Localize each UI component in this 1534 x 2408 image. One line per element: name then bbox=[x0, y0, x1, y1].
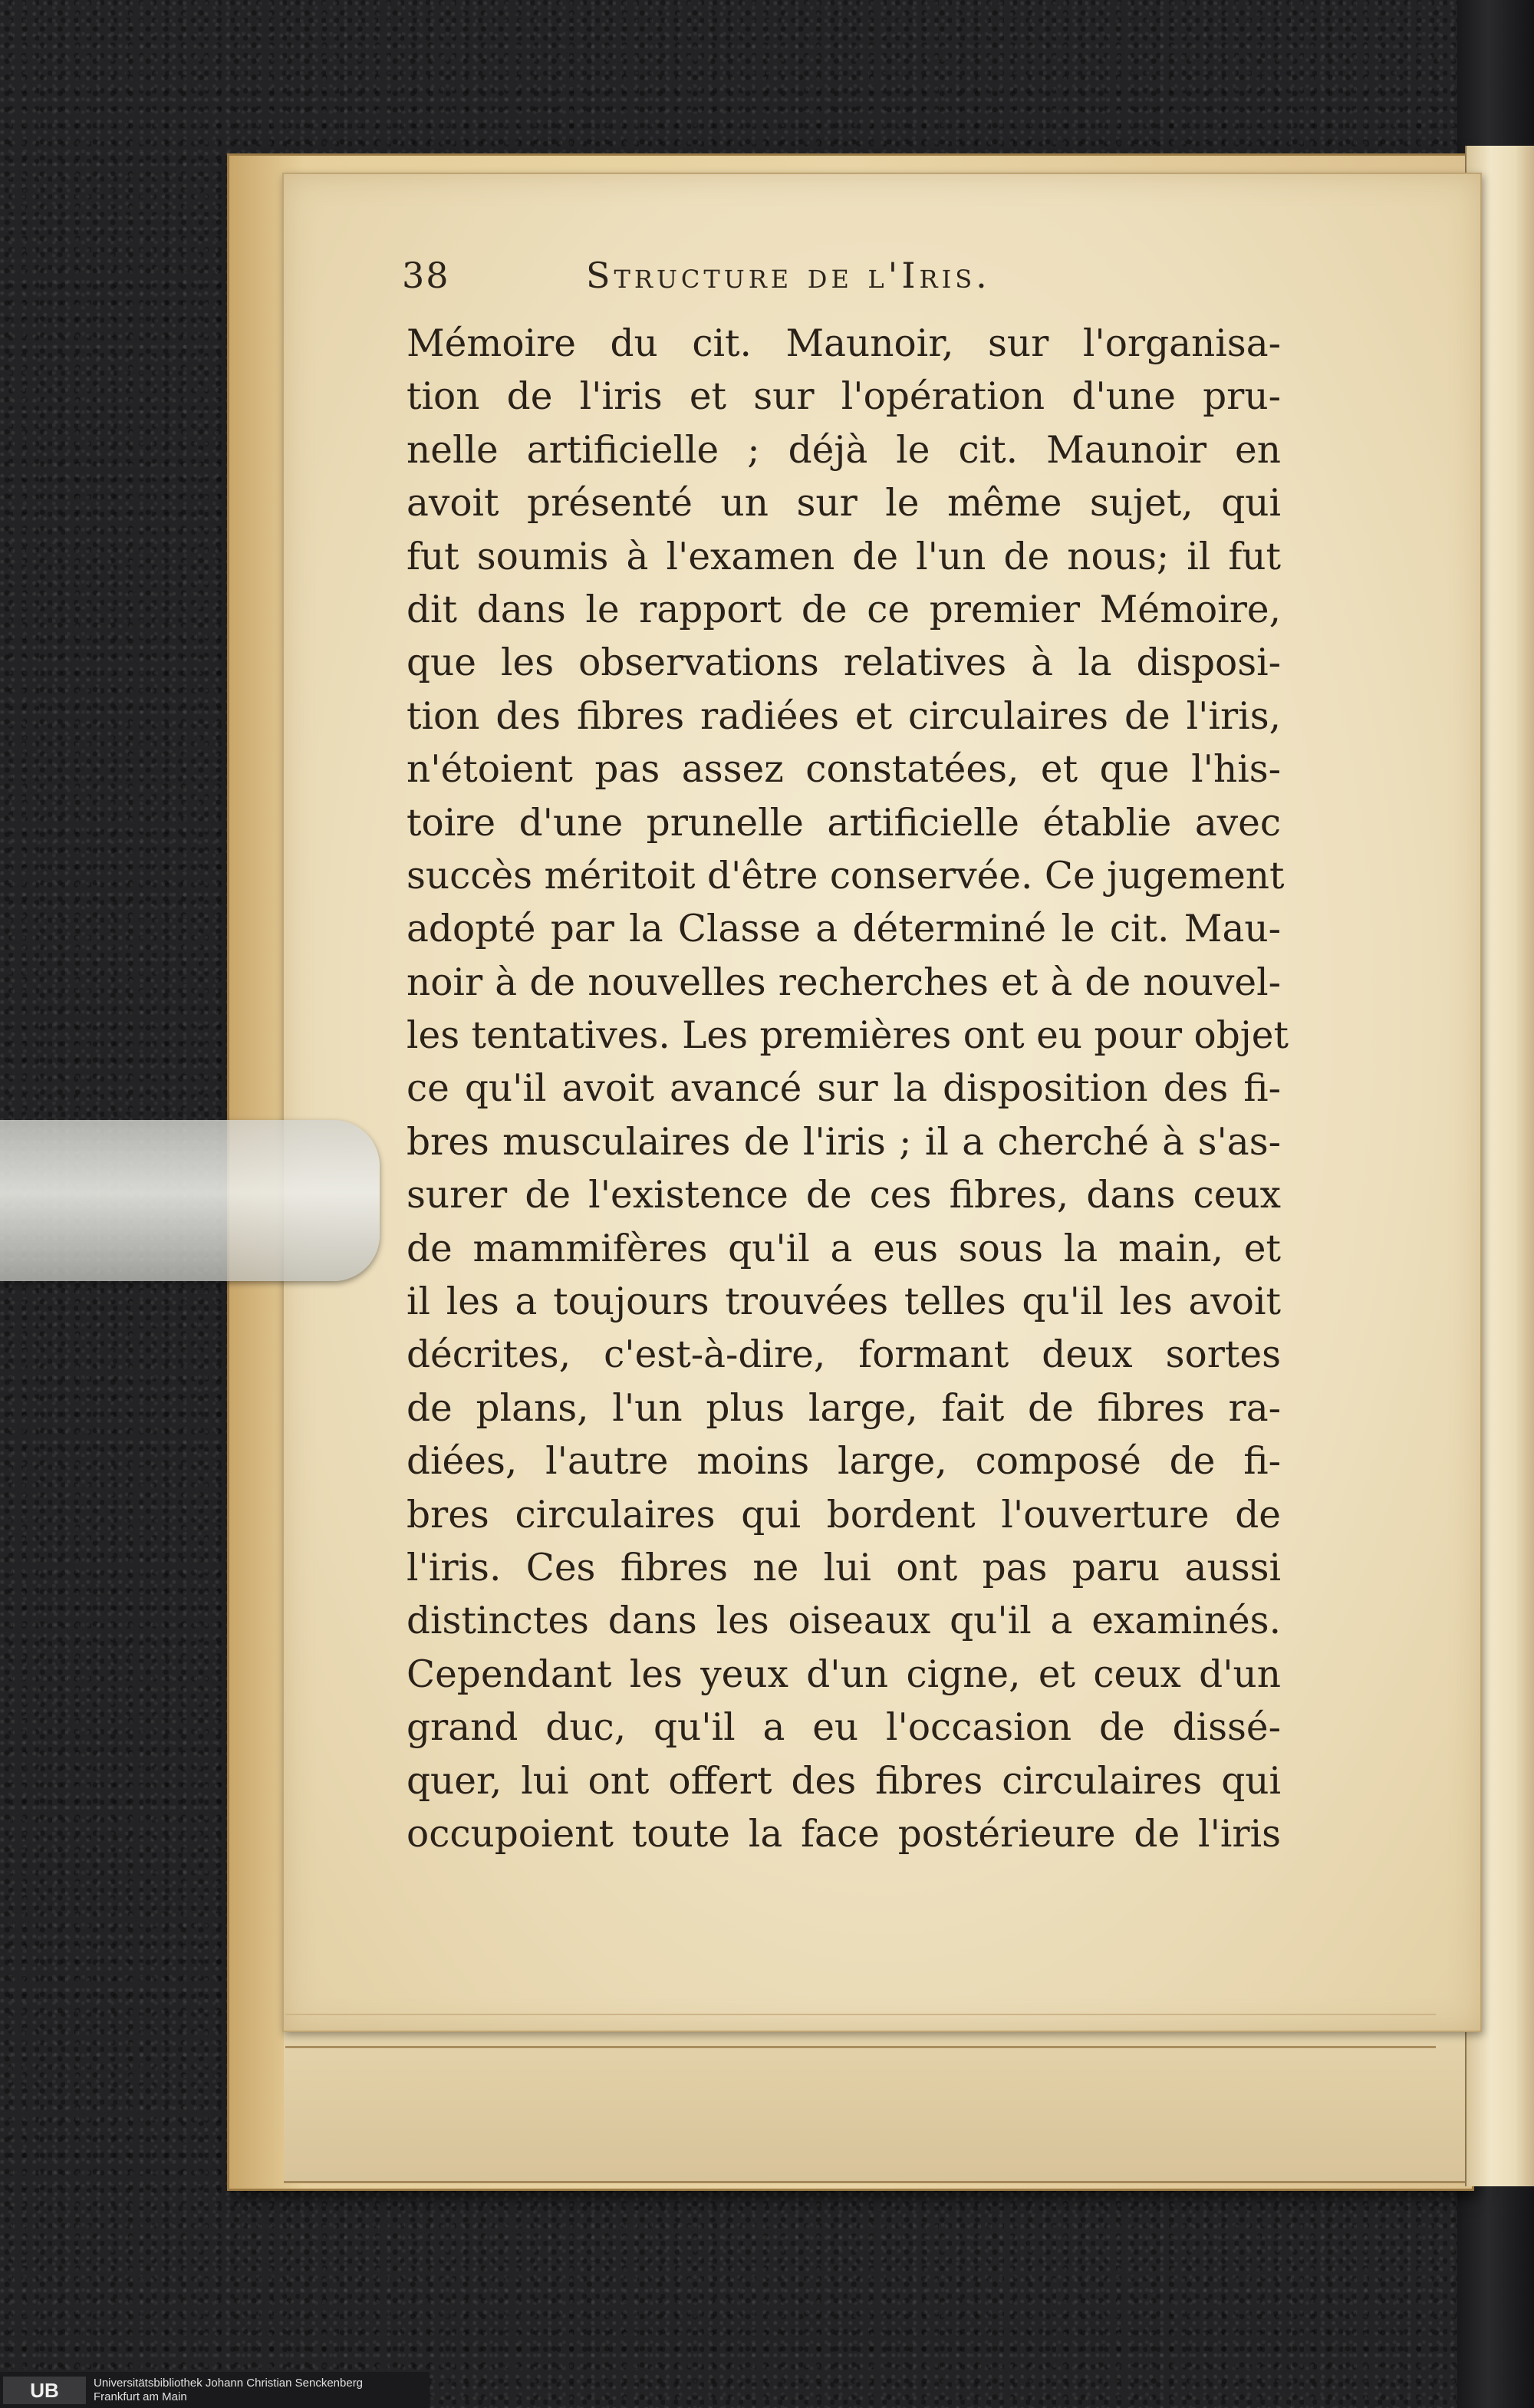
running-head bbox=[402, 255, 1276, 301]
text-line: dit dans le rapport de ce premier Mémoire, bbox=[407, 588, 1281, 631]
text-line: de plans, l'un plus large, fait de fibres ra- bbox=[407, 1386, 1281, 1430]
book-cover-lower-edge bbox=[284, 2025, 1465, 2183]
text-line: l'iris. Ces fibres ne lui ont pas paru aussi bbox=[407, 1546, 1281, 1589]
text-line: ce qu'il avoit avancé sur la disposition des fi- bbox=[407, 1067, 1281, 1111]
text-line: occupoient toute la face postérieure de l'iris bbox=[407, 1812, 1281, 1856]
text-line: que les observations relatives à la disposi- bbox=[407, 641, 1281, 685]
text-line: quer, lui ont offert des fibres circulaires qui bbox=[407, 1759, 1281, 1803]
library-logo: UB bbox=[3, 2377, 86, 2404]
text-line: bres musculaires de l'iris ; il a cherché à s'as- bbox=[407, 1120, 1281, 1164]
library-name: Universitätsbibliothek Johann Christian Senckenberg bbox=[94, 2377, 364, 2390]
bookmark-strip bbox=[0, 1120, 380, 1281]
text-line: surer de l'existence de ces fibres, dans ceux bbox=[407, 1174, 1281, 1217]
page-number: 38 bbox=[402, 255, 450, 296]
text-line: nelle artificielle ; déjà le cit. Maunoir en bbox=[407, 428, 1281, 472]
text-line: n'étoient pas assez constatées, et que l'his- bbox=[407, 748, 1281, 792]
text-line: de mammifères qu'il a eus sous la main, et bbox=[407, 1227, 1281, 1270]
body-text bbox=[407, 318, 1289, 1861]
library-city: Frankfurt am Main bbox=[94, 2390, 187, 2403]
library-credit bbox=[0, 2372, 430, 2408]
text-line: les tentatives. Les premières ont eu pour objet bbox=[407, 1014, 1289, 1058]
text-line: avoit présenté un sur le même sujet, qui bbox=[407, 482, 1281, 525]
text-line: tion de l'iris et sur l'opération d'une pru- bbox=[407, 375, 1281, 419]
text-line: Cependant les yeux d'un cigne, et ceux d'un bbox=[407, 1652, 1281, 1696]
text-line: tion des fibres radiées et circulaires de l'iris, bbox=[407, 694, 1281, 738]
text-line: Mémoire du cit. Maunoir, sur l'organisa- bbox=[407, 322, 1281, 365]
text-line: bres circulaires qui bordent l'ouverture de bbox=[407, 1493, 1281, 1537]
text-line: noir à de nouvelles recherches et à de nouvel- bbox=[407, 960, 1281, 1004]
text-line: il les a toujours trouvées telles qu'il les avoit bbox=[407, 1280, 1281, 1324]
text-line: succès méritoit d'être conservée. Ce jugement bbox=[407, 854, 1285, 898]
text-line: toire d'une prunelle artificielle établie avec bbox=[407, 801, 1281, 845]
text-line: diées, l'autre moins large, composé de fi- bbox=[407, 1440, 1281, 1484]
text-line: grand duc, qu'il a eu l'occasion de dissé- bbox=[407, 1706, 1281, 1750]
text-line: distinctes dans les oiseaux qu'il a examinés. bbox=[407, 1599, 1281, 1643]
page-bottom-edge bbox=[285, 2014, 1436, 2048]
text-line: adopté par la Classe a déterminé le cit. Mau- bbox=[407, 908, 1281, 951]
text-line: fut soumis à l'examen de l'un de nous; il fut bbox=[407, 535, 1281, 578]
running-title: Structure de l'Iris. bbox=[586, 255, 991, 296]
text-line: décrites, c'est-à-dire, formant deux sortes bbox=[407, 1333, 1281, 1377]
